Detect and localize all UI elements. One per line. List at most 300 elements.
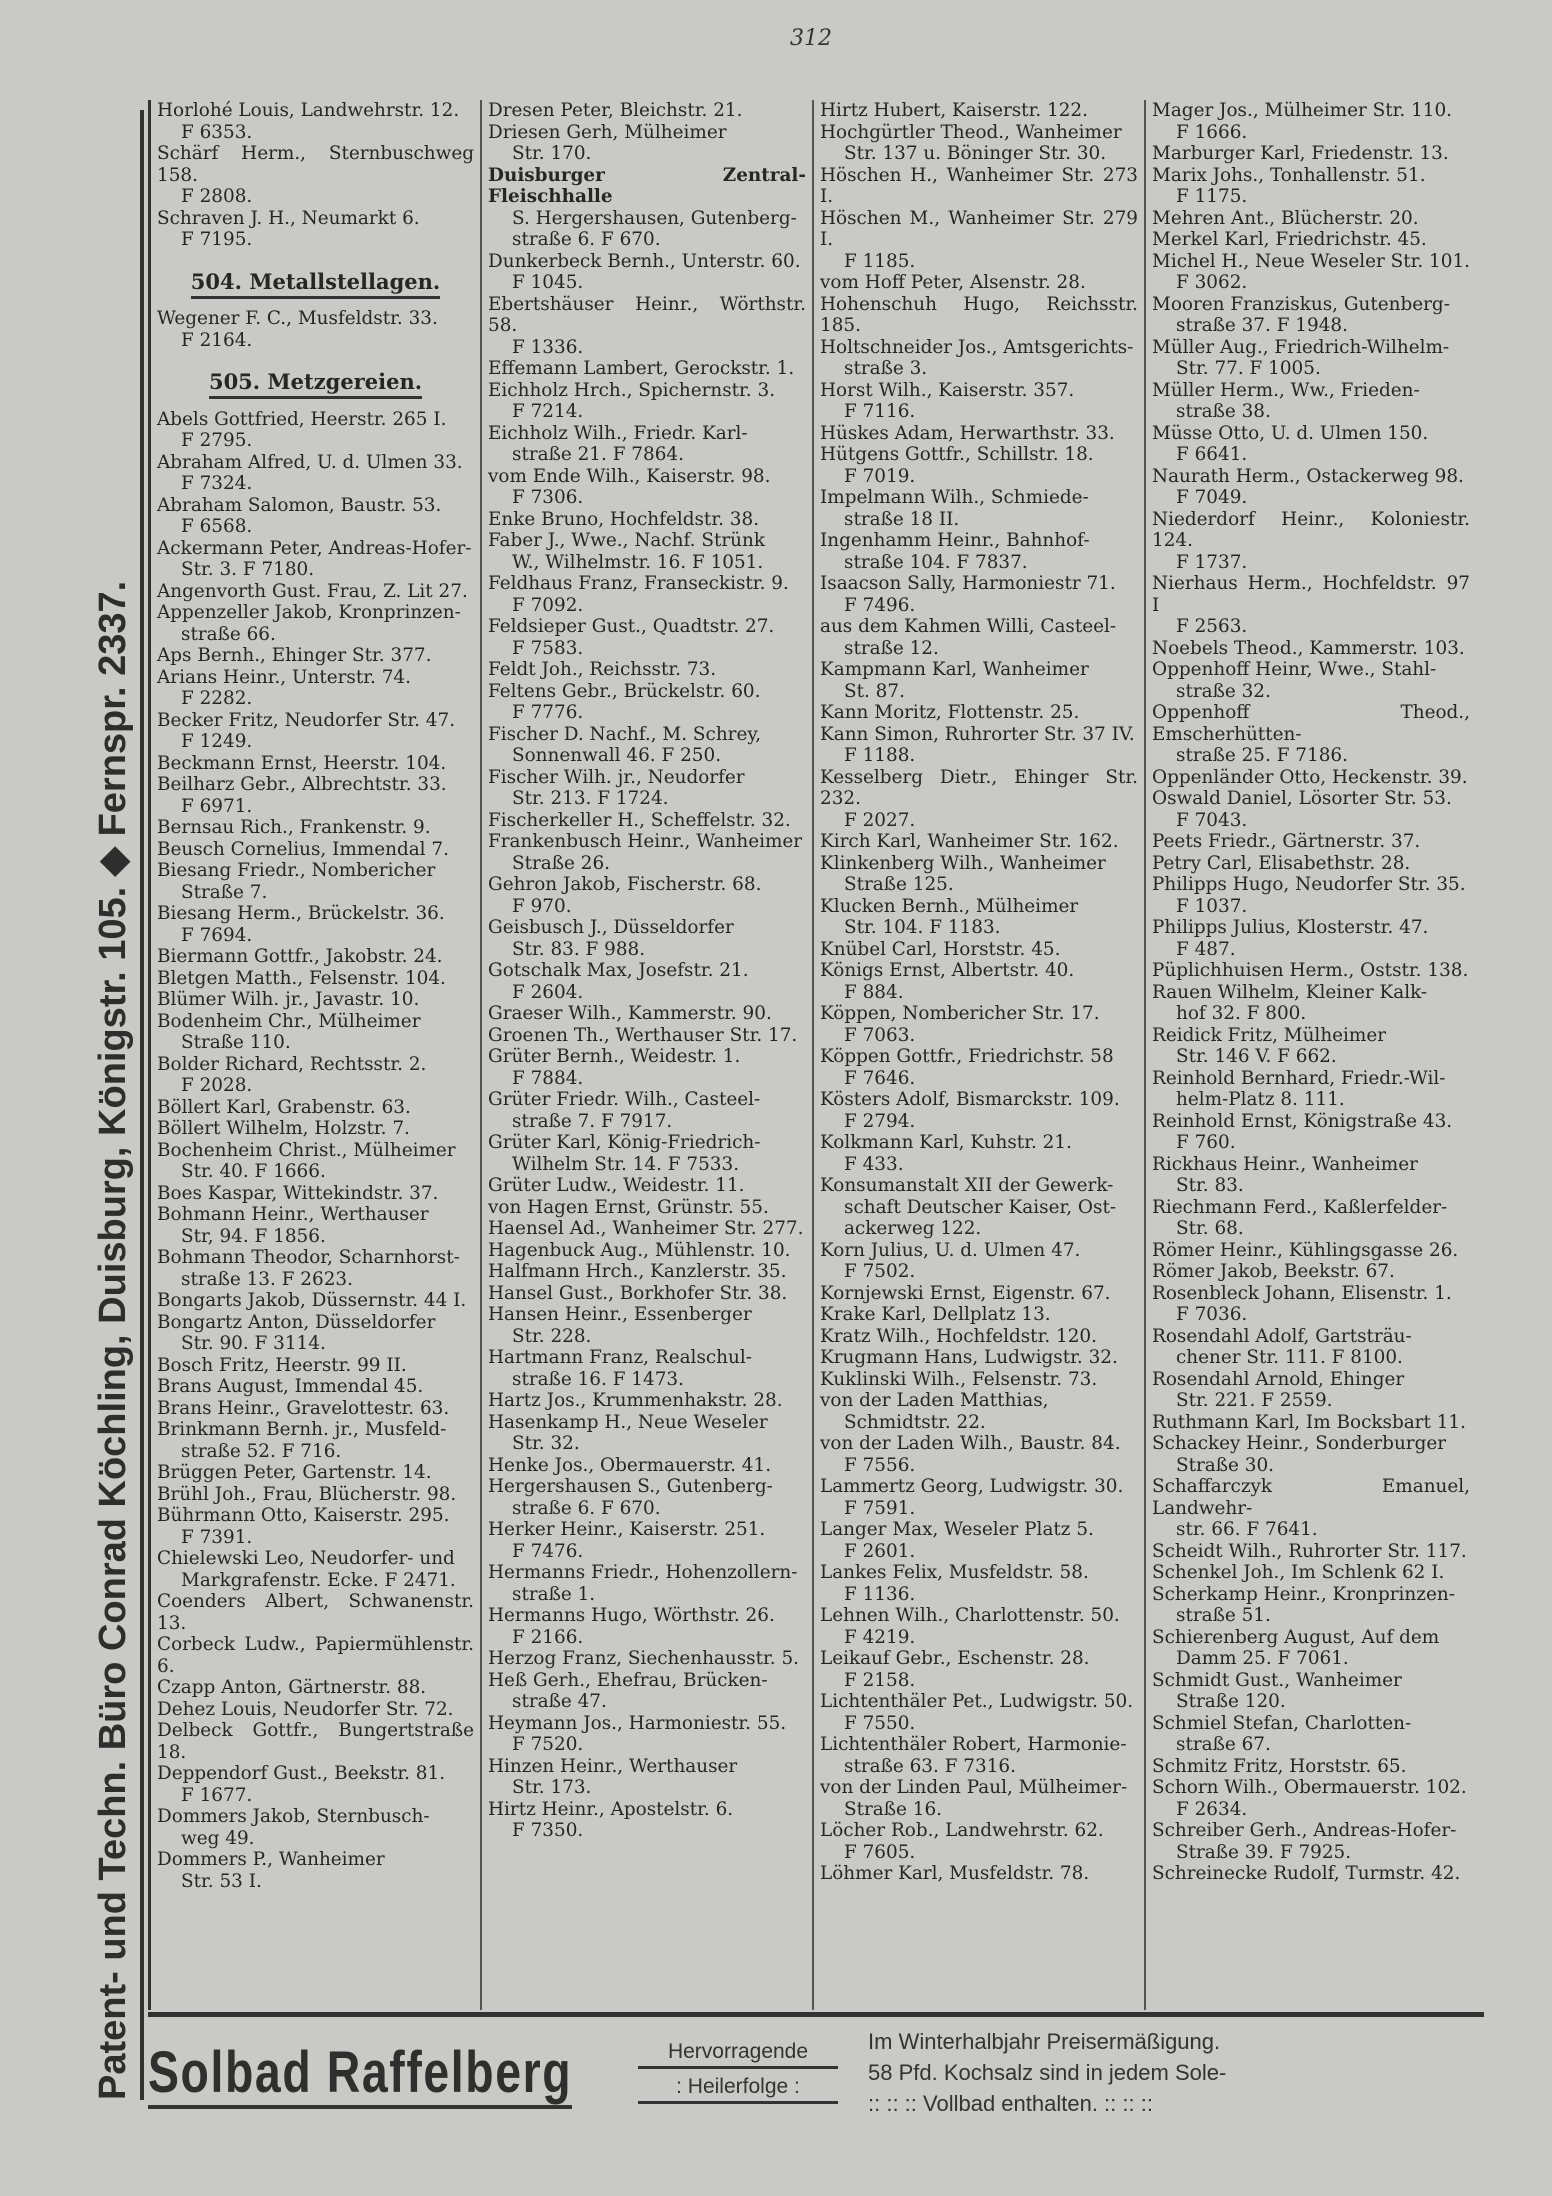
entry-name-line: Schorn Wilh., Obermauerstr. 102. [1152,1777,1467,1798]
directory-entry [488,358,806,380]
entry-continuation-line: F 2563. [1176,616,1248,637]
directory-entry [157,581,474,603]
entry-name-line: Höschen M., Wanheimer Str. 279 I. [820,207,1138,250]
entry-continuation-line: Str. 77. F 1005. [1176,358,1321,379]
directory-entry [1152,1670,1470,1713]
entry-continuation-line: F 2158. [844,1669,916,1691]
entry-name-line: Wegener F. C., Musfeldstr. 33. [157,308,438,329]
entry-name-line: Kampmann Karl, Wanheimer [820,659,1089,680]
entry-name-line: Herzog Franz, Siechenhausstr. 5. [488,1648,799,1669]
directory-entry [157,989,474,1011]
entry-name-line: Grüter Karl, König-Friedrich- [488,1132,761,1153]
entry-name-line: Abraham Alfred, U. d. Ulmen 33. [157,451,463,473]
directory-entry [488,1390,806,1412]
entry-continuation-line: F 1336. [512,336,584,358]
entry-name-line: Schmitz Fritz, Horststr. 65. [1152,1755,1407,1777]
entry-name-line: Konsumanstalt XII der Gewerk- [820,1175,1114,1196]
directory-entry [488,1519,806,1562]
entry-continuation-line: F 1666. [1176,121,1248,143]
directory-entry [157,1247,474,1290]
directory-entry [820,122,1138,165]
directory-entry [488,1003,806,1025]
entry-name-line: Isaacson Sally, Harmoniestr 71. [820,573,1116,594]
entry-name-line: Krugmann Hans, Ludwigstr. 32. [820,1347,1118,1368]
entry-continuation-line: Str. 83. [1176,1175,1244,1196]
directory-entry [157,1505,474,1548]
entry-name-line: Korn Julius, U. d. Ulmen 47. [820,1239,1081,1261]
directory-entry [157,409,474,452]
entry-name-line: Müller Herm., Ww., Frieden- [1152,379,1420,401]
entry-name-line: Heymann Jos., Harmoniestr. 55. [488,1712,787,1734]
entry-continuation-line: F 7306. [512,487,584,508]
entry-continuation-line: straße 6. F 670. [512,1497,661,1519]
directory-entry [820,487,1138,530]
entry-continuation-line: Straße 7. [181,881,268,903]
entry-continuation-line: F 433. [844,1153,904,1175]
directory-entry [488,1304,806,1347]
entry-continuation-line: straße 6. F 670. [512,229,661,250]
directory-entry [820,616,1138,659]
entry-name-line: Haensel Ad., Wanheimer Str. 277. [488,1218,804,1239]
entry-continuation-line: F 1045. [512,272,584,293]
entry-continuation-line: F 2795. [181,430,253,451]
entry-name-line: Römer Heinr., Kühlingsgasse 26. [1152,1239,1459,1261]
entry-continuation-line: Str, 94. F 1856. [181,1225,326,1247]
entry-name-line: Geisbusch J., Düsseldorfer [488,917,734,938]
entry-name-line: Schmidt Gust., Wanheimer [1152,1669,1402,1691]
directory-entry [488,1605,806,1648]
entry-continuation-line: F 7605. [844,1841,916,1863]
directory-entry [488,1347,806,1390]
entry-name-line: Dommers Jakob, Sternbusch- [157,1806,430,1827]
directory-entry [1152,1283,1470,1326]
entry-name-line: Fischer Wilh. jr., Neudorfer [488,766,745,788]
entry-name-line: Bodenheim Chr., Mülheimer [157,1010,421,1032]
directory-entry [1152,1863,1470,1885]
directory-entry [1152,294,1470,337]
entry-continuation-line: F 7043. [1176,809,1248,831]
directory-entry [488,100,806,122]
directory-entry [488,573,806,616]
directory-entry [157,645,474,667]
entry-name-line: Leikauf Gebr., Eschenstr. 28. [820,1648,1090,1669]
entry-continuation-line: F 3062. [1176,272,1248,293]
directory-entry [488,530,806,573]
directory-entry [820,294,1138,337]
entry-continuation-line: straße 18 II. [844,508,960,530]
directory-entry [1152,1154,1470,1197]
entry-name-line: Bochenheim Christ., Mülheimer [157,1139,456,1161]
entry-continuation-line: straße 37. F 1948. [1176,315,1348,336]
ad-tagline-line: Hervorragende [638,2040,838,2069]
entry-name-line: Rosendahl Adolf, Gartsträu- [1152,1325,1412,1347]
directory-entry [488,251,806,294]
entry-name-line: Arians Heinr., Unterstr. 74. [157,666,411,688]
entry-name-line: Grüter Friedr. Wilh., Casteel- [488,1089,761,1110]
entry-continuation-line: F 2164. [181,329,253,351]
entry-name-line: Rauen Wilhelm, Kleiner Kalk- [1152,981,1428,1003]
entry-name-line: Grüter Bernh., Weidestr. 1. [488,1046,741,1067]
directory-entry [820,1175,1138,1240]
entry-name-line: von der Laden Wilh., Baustr. 84. [820,1433,1121,1454]
entry-continuation-line: Straße 120. [1176,1691,1286,1712]
directory-entry [1152,1627,1470,1670]
entry-name-line: Niederdorf Heinr., Koloniestr. 124. [1152,508,1470,551]
entry-continuation-line: Str. 221. F 2559. [1176,1390,1333,1411]
directory-entry [1152,573,1470,638]
directory-entry [1152,1562,1470,1584]
directory-entry [157,774,474,817]
entry-name-line: Schierenberg August, Auf dem [1152,1626,1440,1648]
directory-entry [1152,1068,1470,1111]
directory-entry [157,903,474,946]
entry-continuation-line: weg 49. [181,1827,255,1849]
directory-entry [157,495,474,538]
entry-continuation-line: F 7049. [1176,487,1248,508]
entry-name-line: Kesselberg Dietr., Ehinger Str. 232. [820,766,1138,809]
entry-name-line: Kratz Wilh., Hochfeldstr. 120. [820,1325,1097,1347]
entry-name-line: Bongarts Jakob, Düssernstr. 44 I. [157,1290,467,1311]
entry-name-line: Bernsau Rich., Frankenstr. 9. [157,817,431,838]
directory-entry [488,681,806,724]
entry-continuation-line: straße 1. [512,1583,596,1605]
entry-name-line: Beusch Cornelius, Immendal 7. [157,838,449,860]
entry-name-line: Langer Max, Weseler Platz 5. [820,1519,1094,1540]
entry-name-line: Gehron Jakob, Fischerstr. 68. [488,874,762,895]
entry-name-line: Becker Fritz, Neudorfer Str. 47. [157,709,456,731]
directory-entry [488,917,806,960]
entry-continuation-line: F 884. [844,981,904,1003]
entry-continuation-line: straße 3. [844,358,928,379]
entry-name-line: vom Hoff Peter, Alsenstr. 28. [820,272,1086,293]
entry-name-line: Feltens Gebr., Brückelstr. 60. [488,680,761,702]
directory-entry [488,659,806,681]
directory-column [480,100,812,2010]
entry-continuation-line: F 7776. [512,702,584,723]
entry-continuation-line: chener Str. 111. F 8100. [1176,1347,1403,1368]
directory-entry [157,817,474,839]
directory-entry [488,165,806,251]
entry-name-line: Brans Heinr., Gravelottestr. 63. [157,1397,450,1419]
entry-continuation-line: F 2282. [181,688,253,709]
entry-name-line: Mehren Ant., Blücherstr. 20. [1152,207,1419,229]
directory-entry [1152,917,1470,960]
directory-entry [1152,1240,1470,1262]
directory-entry [157,1763,474,1806]
entry-continuation-line: Str. 170. [512,143,592,164]
entry-continuation-line: Schmidtstr. 22. [844,1411,986,1433]
entry-continuation-line: straße 47. [512,1691,607,1712]
entry-continuation-line: F 7694. [181,924,253,946]
entry-name-line: Püplichhuisen Herm., Oststr. 138. [1152,960,1469,981]
directory-entry [1152,1111,1470,1154]
directory-entry [157,1677,474,1699]
directory-entry [157,1806,474,1849]
entry-continuation-line: F 7214. [512,401,584,422]
directory-entry [1152,466,1470,509]
section-heading [157,268,474,294]
entry-continuation-line: Str. 137 u. Böninger Str. 30. [844,143,1107,164]
entry-name-line: Knübel Carl, Horststr. 45. [820,938,1061,960]
entry-continuation-line: Str. 228. [512,1325,592,1347]
directory-entry [1152,1584,1470,1627]
entry-continuation-line: F 7063. [844,1024,916,1046]
directory-entry [1152,982,1470,1025]
directory-entry [1152,831,1470,853]
directory-columns [148,100,1478,2010]
entry-continuation-line: Str. 213. F 1724. [512,788,669,809]
entry-continuation-line: F 7550. [844,1712,916,1734]
directory-entry [488,810,806,832]
entry-name-line: Kornjewski Ernst, Eigenstr. 67. [820,1282,1111,1304]
directory-entry [488,1218,806,1240]
entry-name-line: Oppenhoff Theod., Emscherhütten- [1152,702,1470,745]
directory-entry [820,1283,1138,1305]
directory-entry [820,1132,1138,1175]
directory-entry [488,1799,806,1842]
entry-continuation-line: F 6971. [181,795,253,817]
directory-entry [1152,638,1470,660]
entry-name-line: Nierhaus Herm., Hochfeldstr. 97 I [1152,573,1470,616]
entry-name-line: Schärf Herm., Sternbuschweg 158. [157,143,474,186]
entry-continuation-line: S. Hergershausen, Gutenberg- [512,207,797,229]
directory-entry [820,1863,1138,1885]
entry-continuation-line: straße 51. [1176,1605,1271,1626]
directory-entry [157,1699,474,1721]
directory-entry [488,1713,806,1756]
entry-name-line: Köppen, Nombericher Str. 17. [820,1003,1100,1024]
entry-name-line: Mager Jos., Mülheimer Str. 110. [1152,100,1453,121]
entry-continuation-line: Str. 68. [1176,1218,1244,1239]
directory-column [812,100,1144,2010]
directory-entry [1152,767,1470,789]
directory-entry [157,946,474,968]
entry-name-line: Schreinecke Rudolf, Turmstr. 42. [1152,1863,1461,1884]
directory-entry [157,1849,474,1892]
directory-entry [820,1433,1138,1476]
entry-continuation-line: Straße 125. [844,874,954,895]
directory-entry [157,1634,474,1677]
entry-name-line: Römer Jakob, Beekstr. 67. [1152,1261,1395,1282]
entry-continuation-line: F 1677. [181,1784,253,1806]
directory-entry [488,1175,806,1197]
entry-name-line: Hansel Gust., Borkhofer Str. 38. [488,1282,788,1304]
entry-name-line: Scherkamp Heinr., Kronprinzen- [1152,1583,1455,1605]
directory-entry [1152,1369,1470,1412]
entry-name-line: Hirtz Heinr., Apostelstr. 6. [488,1798,734,1820]
entry-name-line: Rosenbleck Johann, Elisenstr. 1. [1152,1282,1452,1304]
directory-entry [820,939,1138,961]
entry-name-line: Coenders Albert, Schwanenstr. 13. [157,1591,474,1634]
entry-continuation-line: Str. 90. F 3114. [181,1333,326,1354]
entry-continuation-line: F 2027. [844,809,916,831]
directory-entry [488,380,806,423]
entry-continuation-line: F 6641. [1176,444,1248,465]
directory-entry [1152,788,1470,831]
directory-entry [157,710,474,753]
directory-entry [157,1054,474,1097]
entry-continuation-line: F 7884. [512,1067,584,1089]
directory-entry [1152,853,1470,875]
directory-entry [820,1562,1138,1605]
entry-name-line: Hinzen Heinr., Werthauser [488,1755,738,1777]
entry-name-line: Eichholz Wilh., Friedr. Karl- [488,422,748,444]
entry-name-line: von der Laden Matthias, [820,1390,1049,1411]
directory-entry [820,659,1138,702]
entry-name-line: Hartz Jos., Krummenhakstr. 28. [488,1390,783,1411]
directory-entry [820,208,1138,273]
entry-continuation-line: F 7324. [181,473,253,494]
entry-name-line: Brühl Joh., Frau, Blücherstr. 98. [157,1483,457,1505]
directory-entry [820,337,1138,380]
side-banner [84,110,144,2100]
directory-entry [1152,423,1470,466]
entry-continuation-line: F 1175. [1176,186,1248,207]
directory-entry [488,1197,806,1219]
entry-continuation-line: Straße 30. [1176,1454,1275,1476]
directory-entry [488,616,806,659]
directory-entry [157,602,474,645]
entry-name-line: Rickhaus Heinr., Wanheimer [1152,1153,1418,1175]
entry-name-line: Eichholz Hrch., Spichernstr. 3. [488,379,776,401]
entry-continuation-line: F 7583. [512,637,584,659]
directory-entry [820,1734,1138,1777]
directory-entry [1152,100,1470,143]
directory-entry [157,1419,474,1462]
entry-continuation-line: Str. 83. F 988. [512,938,646,960]
entry-name-line: Deppendorf Gust., Beekstr. 81. [157,1763,446,1784]
entry-name-line: Philipps Hugo, Neudorfer Str. 35. [1152,874,1466,895]
directory-entry [157,1097,474,1119]
entry-name-line: Corbeck Ludw., Papiermühlenstr. 6. [157,1634,474,1677]
entry-name-line: Höschen H., Wanheimer Str. 273 I. [820,164,1138,207]
directory-entry [488,1261,806,1283]
directory-entry [1152,509,1470,574]
entry-continuation-line: F 7350. [512,1820,584,1841]
entry-continuation-line: F 2794. [844,1110,916,1132]
entry-name-line: Bolder Richard, Rechtsstr. 2. [157,1053,427,1075]
entry-name-line: Frankenbusch Heinr., Wanheimer [488,831,803,852]
entry-continuation-line: F 7036. [1176,1304,1248,1325]
directory-entry [1152,1777,1470,1820]
entry-name-line: Heß Gerh., Ehefrau, Brücken- [488,1669,768,1691]
entry-name-line: von Hagen Ernst, Grünstr. 55. [488,1196,769,1218]
directory-entry [488,1756,806,1799]
directory-entry [488,509,806,531]
directory-entry [157,1011,474,1054]
entry-continuation-line: Straße 16. [844,1798,943,1820]
side-banner-text: Patent- und Techn. Büro Conrad Köchling, Duisburg, Königstr. 105. ◆ Fernspr. 2337. [92,580,134,2100]
entry-name-line: Driesen Gerh, Mülheimer [488,121,727,143]
directory-entry [1152,143,1470,165]
directory-column [148,100,480,2010]
entry-name-line: Hirtz Hubert, Kaiserstr. 122. [820,100,1088,121]
entry-name-line: Hohenschuh Hugo, Reichsstr. 185. [820,293,1138,336]
entry-name-line: Königs Ernst, Albertstr. 40. [820,960,1075,981]
entry-name-line: Bohmann Heinr., Werthauser [157,1204,429,1225]
directory-entry [1152,229,1470,251]
entry-name-line: Enke Bruno, Hochfeldstr. 38. [488,508,760,530]
entry-continuation-line: F 7019. [844,465,916,487]
entry-name-line: Bletgen Matth., Felsenstr. 104. [157,967,446,989]
directory-entry [820,100,1138,122]
section-heading-text: 504. Metallstellagen. [191,269,440,299]
entry-continuation-line: F 4219. [844,1626,916,1648]
entry-name-line: Boes Kaspar, Wittekindstr. 37. [157,1182,439,1204]
entry-name-line: Duisburger Zentral-Fleischhalle [488,164,806,207]
entry-name-line: Hartmann Franz, Realschul- [488,1347,752,1368]
entry-continuation-line: F 2166. [512,1626,584,1648]
entry-name-line: Hermanns Friedr., Hohenzollern- [488,1562,798,1583]
directory-entry [488,1476,806,1519]
entry-name-line: Biesang Friedr., Nombericher [157,860,436,881]
entry-continuation-line: Str. 146 V. F 662. [1176,1046,1337,1067]
directory-entry [157,968,474,990]
entry-name-line: Mooren Franziskus, Gutenberg- [1152,293,1450,315]
directory-entry [1152,1820,1470,1863]
directory-entry [1152,1025,1470,1068]
directory-entry [157,1484,474,1506]
entry-continuation-line: Str. 173. [512,1777,592,1798]
directory-entry [820,380,1138,423]
entry-continuation-line: F 2601. [844,1540,916,1562]
ad-detail-line: :: :: :: Vollbad enthalten. :: :: :: [868,2090,1153,2116]
entry-continuation-line: F 1249. [181,731,253,752]
directory-entry [1152,1541,1470,1563]
directory-entry [157,1355,474,1377]
entry-continuation-line: F 6568. [181,516,253,537]
directory-entry [820,1777,1138,1820]
entry-name-line: Beckmann Ernst, Heerstr. 104. [157,752,447,774]
entry-continuation-line: Markgrafenstr. Ecke. F 2471. [181,1569,456,1591]
entry-continuation-line: F 7476. [512,1540,584,1562]
directory-entry [488,1089,806,1132]
entry-continuation-line: straße 38. [1176,401,1271,422]
entry-continuation-line: F 1188. [844,745,916,766]
directory-entry [1152,1261,1470,1283]
directory-entry [820,1648,1138,1691]
entry-name-line: Kuklinski Wilh., Felsenstr. 73. [820,1368,1098,1390]
entry-name-line: Ingenhamm Heinr., Bahnhof- [820,530,1090,551]
entry-name-line: Rosendahl Arnold, Ehinger [1152,1368,1405,1390]
entry-name-line: Philipps Julius, Klosterstr. 47. [1152,917,1429,938]
entry-name-line: Brinkmann Bernh. jr., Musfeld- [157,1419,447,1440]
entry-name-line: Horlohé Louis, Landwehrstr. 12. [157,100,460,121]
entry-continuation-line: F 2028. [181,1075,253,1096]
entry-name-line: Hagenbuck Aug., Mühlenstr. 10. [488,1239,791,1261]
entry-name-line: Kolkmann Karl, Kuhstr. 21. [820,1132,1072,1153]
directory-entry [1152,1433,1470,1476]
entry-name-line: Löhmer Karl, Musfeldstr. 78. [820,1863,1090,1884]
entry-name-line: Hasenkamp H., Neue Weseler [488,1411,768,1433]
entry-continuation-line: F 2808. [181,186,253,207]
directory-entry [820,767,1138,832]
entry-name-line: Scheidt Wilh., Ruhrorter Str. 117. [1152,1540,1467,1562]
entry-continuation-line: straße 7. F 7917. [512,1110,673,1132]
entry-continuation-line: Straße 39. F 7925. [1176,1841,1352,1863]
entry-continuation-line: F 7646. [844,1067,916,1089]
directory-entry [488,423,806,466]
directory-entry [157,753,474,775]
directory-entry [1152,1197,1470,1240]
directory-entry [1152,960,1470,982]
directory-entry [1152,208,1470,230]
directory-entry [1152,1756,1470,1778]
directory-entry [820,573,1138,616]
directory-entry [820,423,1138,445]
directory-entry [488,960,806,1003]
entry-name-line: Hüskes Adam, Herwarthstr. 33. [820,422,1115,444]
